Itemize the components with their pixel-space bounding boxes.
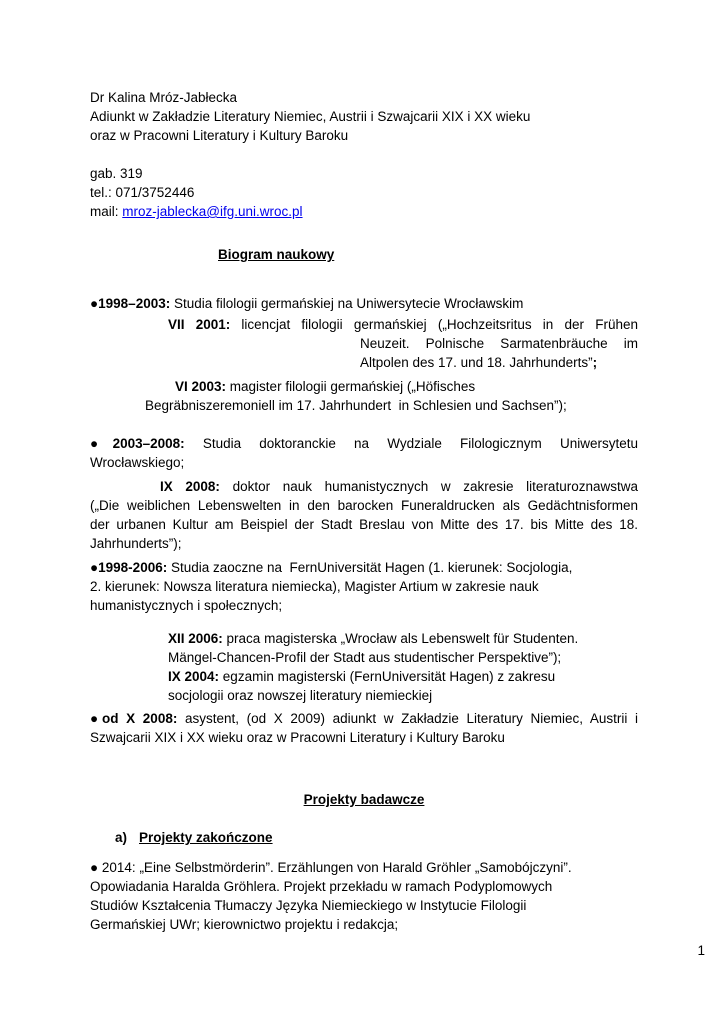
project-2014 bbox=[90, 858, 638, 934]
entry-text: Studia filologii germańskiej na Uniwersytecie Wrocławskim bbox=[170, 296, 524, 311]
entry-label: ●1998-2006: bbox=[90, 560, 168, 575]
project-line: Opowiadania Haralda Gröhlera. Projekt przekładu w ramach Podyplomowych bbox=[90, 879, 553, 894]
entry-text: Studia zaoczne na FernUniversität Hagen (1. kierunek: Socjologia, bbox=[167, 560, 573, 575]
entry-line: Wrocławskiego; bbox=[90, 455, 185, 470]
entry-label: IX 2004: bbox=[168, 669, 220, 684]
entry-line: Szwajcarii XIX i XX wieku oraz w Pracowni Literatury i Kultury Baroku bbox=[90, 730, 505, 745]
biogram-sub-vi-2003 bbox=[90, 377, 638, 415]
biogram-entry-2003-2008 bbox=[90, 434, 638, 472]
author-name: Dr Kalina Mróz-Jabłecka bbox=[90, 90, 238, 105]
email-link[interactable]: mroz-jablecka@ifg.uni.wroc.pl bbox=[122, 204, 303, 219]
entry-text-bold: ; bbox=[592, 355, 598, 370]
sub-line bbox=[360, 353, 638, 372]
entry-line bbox=[90, 709, 638, 728]
entry-label: ●2003–2008: bbox=[90, 436, 185, 451]
subsection-label: a) bbox=[115, 830, 128, 845]
biogram-sub-ix-2008 bbox=[90, 477, 638, 553]
biogram-entry-1998-2003 bbox=[90, 294, 638, 313]
entry-line: humanistycznych i społecznych; bbox=[90, 598, 283, 613]
section-title-projects: Projekty badawcze bbox=[303, 792, 425, 807]
entry-text: praca magisterska „Wrocław als Lebenswelt für Studenten. bbox=[222, 631, 579, 646]
entry-label: VII 2001: bbox=[168, 317, 231, 332]
entry-text: Studia doktoranckie na Wydziale Filologicznym Uniwersytetu bbox=[184, 436, 638, 451]
sub-line bbox=[175, 377, 638, 396]
project-line: Studiów Kształcenia Tłumaczy Języka Niemieckiego w Instytucie Filologii bbox=[90, 898, 527, 913]
sub-line: („Die weiblichen Lebenswelten in den barocken Funeraldrucken als Gedächtnisformen bbox=[90, 498, 638, 513]
entry-label: IX 2008: bbox=[160, 479, 220, 494]
author-role-line2: oraz w Pracowni Literatury i Kultury Baroku bbox=[90, 128, 349, 143]
entry-text: licencjat filologii germańskiej („Hochzeitsritus in der Frühen bbox=[230, 317, 638, 332]
entry-text: Altpolen des 17. und 18. Jahrhunderts” bbox=[360, 355, 593, 370]
sub-line: socjologii oraz nowszej literatury niemieckiej bbox=[168, 688, 433, 703]
entry-label: VI 2003: bbox=[175, 379, 227, 394]
entry-line bbox=[90, 434, 638, 453]
project-line: ● 2014: „Eine Selbstmörderin”. Erzählungen von Harald Gröhler „Samobójczyni”. bbox=[90, 860, 572, 875]
entry-label: ●1998–2003: bbox=[90, 296, 171, 311]
page-number: 1 bbox=[697, 943, 705, 958]
sub-line: der urbanen Kultur am Beispiel der Stadt Breslau von Mitte des 17. bis Mitte des 18. bbox=[90, 517, 638, 532]
blank-line bbox=[90, 145, 638, 164]
entry-text: doktor nauk humanistycznych w zakresie literaturoznawstwa bbox=[219, 479, 638, 494]
sub-line bbox=[168, 629, 638, 648]
biogram-sub-vii-2001 bbox=[90, 315, 638, 372]
entry-label: ●od X 2008: bbox=[90, 711, 178, 726]
biogram-entry-1998-2006 bbox=[90, 558, 638, 615]
subsection-title: Projekty zakończone bbox=[139, 830, 273, 845]
sub-line: Neuzeit. Polnische Sarmatenbräuche im bbox=[360, 336, 638, 351]
sub-line: Jahrhunderts”); bbox=[90, 536, 182, 551]
entry-line bbox=[90, 558, 638, 577]
sub-line: Begräbniszeremoniell im 17. Jahrhundert in Schlesien und Sachsen”); bbox=[145, 398, 567, 413]
section-title-biogram: Biogram naukowy bbox=[218, 247, 335, 262]
mail-line bbox=[90, 202, 638, 221]
entry-text: asystent, (od X 2009) adiunkt w Zakładzie Literatury Niemiec, Austrii i bbox=[177, 711, 639, 726]
biogram-entry-od-x-2008 bbox=[90, 709, 638, 747]
sub-line bbox=[168, 315, 638, 334]
mail-label: mail: bbox=[90, 204, 123, 219]
entry-line: 2. kierunek: Nowsza literatura niemiecka), Magister Artium w zakresie nauk bbox=[90, 579, 539, 594]
biogram-sub-xii-2006-ix-2004 bbox=[168, 629, 638, 705]
author-role-line1: Adiunkt w Zakładzie Literatury Niemiec, Austrii i Szwajcarii XIX i XX wieku bbox=[90, 109, 531, 124]
entry-text: egzamin magisterski (FernUniversität Hagen) z zakresu bbox=[219, 669, 556, 684]
office-line: gab. 319 bbox=[90, 166, 143, 181]
subsection-a-heading bbox=[115, 828, 638, 847]
sub-line bbox=[160, 477, 638, 496]
project-line: Germańskiej UWr; kierownictwo projektu i redakcja; bbox=[90, 917, 399, 932]
phone-line: tel.: 071/3752446 bbox=[90, 185, 195, 200]
entry-text: magister filologii germańskiej („Höfisches bbox=[226, 379, 476, 394]
entry-label: XII 2006: bbox=[168, 631, 223, 646]
sub-line bbox=[168, 667, 638, 686]
contact-header bbox=[90, 88, 638, 221]
sub-line: Mängel-Chancen-Profil der Stadt aus studentischer Perspektive”); bbox=[168, 650, 562, 665]
